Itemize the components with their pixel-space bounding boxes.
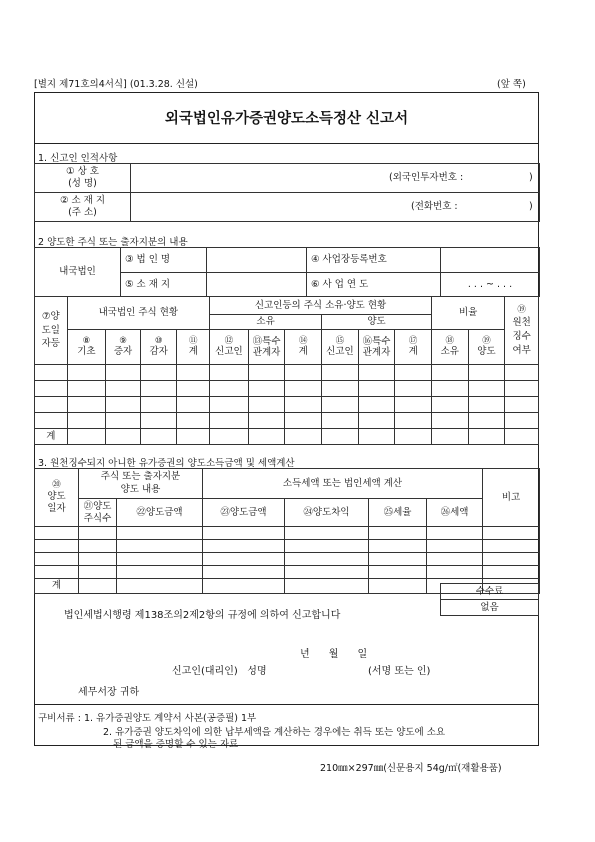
corp-name-field[interactable] [207, 248, 307, 273]
withhold-line1: 원천 [512, 317, 531, 328]
total-label: 계 [35, 429, 68, 445]
col7-line2: 도일 [41, 324, 60, 336]
corp-info-table [34, 247, 540, 297]
stock-table [34, 296, 539, 445]
table-row[interactable] [35, 540, 540, 553]
col16-line2: 관계자 [362, 347, 391, 358]
col8-header [67, 330, 106, 365]
col21-header [79, 499, 117, 527]
location-label: ⑤ 소 재 지 [121, 273, 207, 297]
owned-header: 소유 [210, 315, 322, 330]
tax-calc-header: 소득세액 또는 법인세액 계산 [203, 469, 483, 499]
stock-content-line1: 주식 또는 출자지분 [100, 470, 181, 482]
col13-line1: ⑬특수 [252, 335, 281, 347]
ratio-header: 비율 [431, 297, 504, 330]
declaration-text: 법인세법시행령 제138조의2제2항의 규정에 의하여 신고합니다 [64, 610, 341, 621]
col12-header [210, 330, 249, 365]
col14-label: 계 [298, 346, 308, 358]
tax-table [34, 468, 540, 594]
biz-year-label: ⑥ 사 업 연 도 [307, 273, 441, 297]
section3-heading: 3. 원천징수되지 아니한 유가증권의 양도소득금액 및 세액계산 [38, 458, 295, 469]
col11-num: ⑪ [189, 336, 198, 347]
biz-year-field[interactable]: . . . ~ . . . [441, 273, 540, 297]
col26-header: ㉖세액 [427, 499, 483, 527]
col11-header [177, 330, 210, 365]
col7-line3: 자등 [41, 338, 60, 350]
col20-num: ⑳ [52, 479, 61, 490]
fee-value: 없음 [441, 600, 539, 616]
location-field[interactable] [207, 273, 307, 297]
form-number: [별지 제71호의4서식] (01.3.28. 신설) [34, 79, 198, 90]
withhold-header [505, 297, 539, 365]
stock-content-line2: 양도 내용 [120, 483, 161, 495]
fee-label: 수수료 [441, 584, 539, 600]
declaration-date: 년 월 일 [300, 649, 368, 660]
col20-line1: 양도 [47, 490, 66, 502]
withhold-line2: 징수 [512, 330, 531, 342]
col22-header: ㉒양도금액 [117, 499, 203, 527]
section1-heading: 1. 신고인 인적사항 [38, 153, 118, 164]
corp-stock-header: 내국법인 주식 현황 [67, 297, 210, 330]
fee-box [440, 583, 539, 616]
corp-name-label: ③ 법 인 명 [121, 248, 207, 273]
col9-header [106, 330, 141, 365]
name-label-text: ① 상 호 [66, 165, 99, 177]
col20-line2: 일자 [47, 503, 66, 515]
col11-label: 계 [188, 346, 198, 358]
attachment-item2a: 2. 유가증권 양도차익에 의한 납부세액을 계산하는 경우에는 취득 또는 양도에 소요 [103, 727, 446, 738]
biz-no-label: ④ 사업장등록번호 [307, 248, 441, 273]
col13-header [248, 330, 285, 365]
col17-header [395, 330, 432, 365]
table-row[interactable] [35, 553, 540, 566]
phone-close: ) [529, 201, 533, 212]
col15-num: ⑮ [335, 336, 345, 347]
col13-line2: 관계자 [252, 347, 281, 358]
col20-header [35, 469, 79, 527]
addr-sub-text: (주 소) [68, 207, 97, 218]
stock-content-header [79, 469, 203, 499]
col14-header [285, 330, 322, 365]
col10-label: 감자 [149, 346, 168, 358]
withhold-line3: 여부 [512, 344, 531, 356]
col10-num: ⑩ [154, 336, 163, 347]
col12-num: ⑫ [224, 336, 234, 347]
col9-label: 증자 [113, 346, 133, 358]
col16-line1: ⑯특수 [362, 335, 391, 347]
col24-header: ㉔양도차익 [285, 499, 369, 527]
table-row[interactable] [35, 397, 539, 413]
col17-label: 계 [408, 346, 418, 358]
table-row[interactable] [35, 527, 540, 540]
address-field[interactable] [131, 193, 540, 222]
col12-label: 신고인 [215, 346, 243, 358]
col7-line1: ⑦양 [41, 310, 60, 322]
col18-label: 소유 [440, 346, 459, 358]
table-row[interactable] [35, 566, 540, 579]
name-label [35, 164, 131, 193]
total-label: 계 [35, 579, 79, 594]
attachment-item1: 구비서류 : 1. 유가증권양도 계약서 사본(공증필) 1부 [38, 713, 257, 724]
section2-heading: 2 양도한 주식 또는 출자지분의 내용 [38, 237, 188, 248]
addressee: 세무서장 귀하 [78, 687, 140, 698]
address-label [35, 193, 131, 222]
col19-num: ⑲ [482, 336, 491, 347]
col15-header [322, 330, 359, 365]
col10-header [140, 330, 177, 365]
transferred-header: 양도 [322, 315, 432, 330]
name-field[interactable] [131, 164, 540, 193]
paper-spec: 210㎜×297㎜(신문용지 54g/㎡(재활용품) [320, 763, 502, 774]
col18-header [431, 330, 468, 365]
col7-header [35, 297, 68, 365]
col18-num: ⑱ [445, 336, 455, 347]
col21-line2: 주식수 [83, 512, 112, 524]
phone-label: (전화번호 : [411, 201, 458, 212]
col8-label: 기초 [77, 346, 96, 358]
investor-no-close: ) [529, 172, 533, 183]
col16-header [358, 330, 395, 365]
form-title: 외국법인유가증권양도소득정산 신고서 [34, 92, 539, 144]
col21-line1: ㉑양도 [83, 501, 112, 513]
divider [34, 704, 539, 705]
sign-label: (서명 또는 인) [368, 666, 431, 677]
section1-table [34, 163, 540, 222]
table-row[interactable] [35, 381, 539, 397]
col25-header: ㉕세율 [369, 499, 427, 527]
total-row[interactable] [35, 429, 539, 445]
remark-header: 비고 [483, 469, 540, 527]
declarant-label: 신고인(대리인) 성명 [172, 666, 267, 677]
col19-label: 양도 [477, 346, 496, 358]
addr-label-text: ② 소 재 지 [59, 194, 106, 206]
page-side: (앞 쪽) [497, 79, 526, 90]
col15-label: 신고인 [326, 346, 354, 358]
domestic-corp-label: 내국법인 [35, 248, 121, 297]
col9-num: ⑨ [119, 336, 127, 347]
col14-num: ⑭ [298, 336, 308, 347]
table-row[interactable] [35, 413, 539, 429]
col19-header [468, 330, 505, 365]
col8-num: ⑧ [82, 336, 91, 347]
withhold-num: ⑲ [517, 304, 526, 315]
attachment-item2b: 된 금액을 증명할 수 있는 자료 [113, 739, 239, 750]
table-row[interactable] [35, 365, 539, 381]
col23-header: ㉓양도금액 [203, 499, 285, 527]
biz-no-field[interactable] [441, 248, 540, 273]
col17-num: ⑰ [408, 336, 418, 347]
holding-header: 신고인등의 주식 소유·양도 현황 [210, 297, 432, 315]
name-sub-text: (성 명) [68, 178, 97, 189]
investor-no-label: (외국인투자번호 : [389, 172, 464, 183]
